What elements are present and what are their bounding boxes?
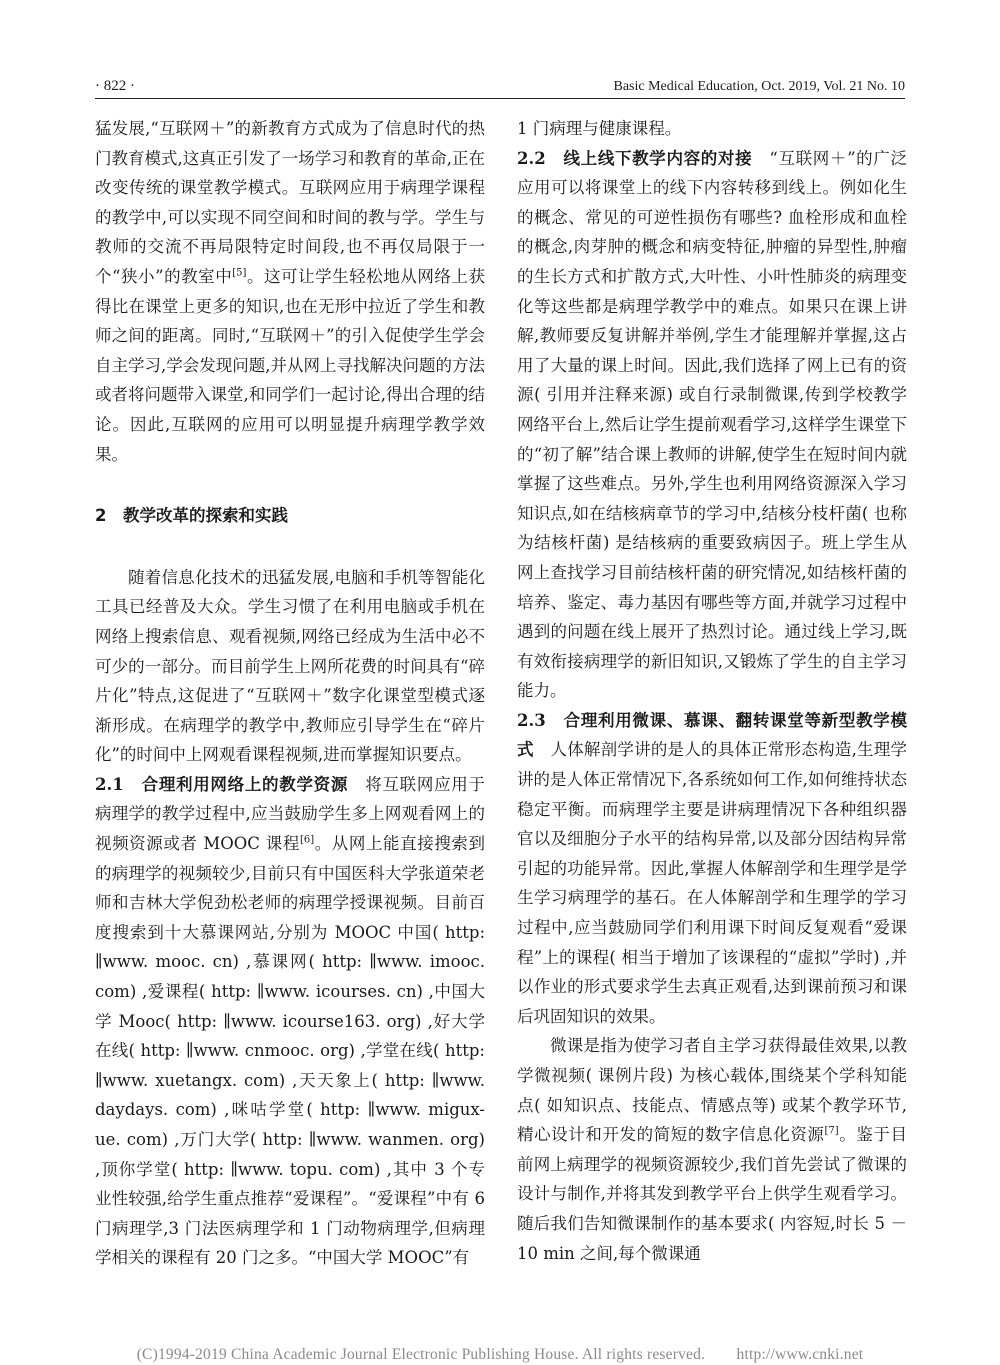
paragraph-section-2-intro: 随着信息化技术的迅猛发展,电脑和手机等智能化工具已经普及大众。学生习惯了在利用电脑或手机在网络上搜索信息、观看视频,网络已经成为生活中必不可少的一部分。而目前学生上网所花费的时间具有“碎片化”特点,这促进了“互联网＋”数字化课堂型模式逐渐形成。在病理学的教学中,教师应引导学生在“碎片化”的时间中上网观看课程视频,进而掌握知识要点。 — [95, 567, 485, 765]
citation-ref-7[interactable]: [7] — [824, 1125, 839, 1137]
left-column — [95, 114, 485, 1273]
page-number: · 822 · — [95, 78, 135, 94]
subsection-2-2: 2.2 线上线下教学内容的对接 “互联网＋”的广泛应用可以将课堂上的线下内容转移到线上。例如化生的概念、常见的可逆性损伤有哪些? 血栓形成和血栓的概念,肉芽肿的概念和病变特征,肿瘤的异型性,肿瘤的生长方式和扩散方式,大叶性、小叶性肺炎的病理变化等这些都是病理学教学中的难点。如果只在课上讲解,教师要反复讲解并举例,学生才能理解并掌握,这占用了大量的课上时间。因此,我们选择了网上已有的资源( 引用并注释来源) 或自行录制微课,传到学校教学网络平台上,然后让学生提前观看学习,这样学生课堂下的“初了解”结合课上教师的讲解,使学生在短时间内就掌握了这些难点。另外,学生也利用网络资源深入学习知识点,如在结核病章节的学习中,结核分枝杆菌( 也称为结核杆菌) 是结核病的重要致病因子。班上学生从网上查找学习目前结核杆菌的研究情况,如结核杆菌的培养、鉴定、毒力基因有哪些等方面,并就学习过程中遇到的问题在线上展开了热烈讨论。通过线上学习,既有效衔接病理学的新旧知识,又锻炼了学生的自主学习能力。 — [517, 148, 907, 701]
subsection-2-3: 2.3 合理利用微课、慕课、翻转课堂等新型教学模式 人体解剖学讲的是人的具体正常形态构造,生理学讲的是人体正常情况下,各系统如何工作,如何维持状态稳定平衡。而病理学主要是讲病理情况下各种组织器官以及细胞分子水平的结构异常,以及部分因结构异常引起的功能异常。因此,掌握人体解剖学和生理学是学生学习病理学的基石。在人体解剖学和生理学的学习过程中,应当鼓励同学们利用课下时间反复观看“爱课程”上的课程( 相当于增加了该课程的“虚拟”学时) ,并以作业的形式要求学生去真正观看,达到课前预习和课后巩固知识的效果。 — [517, 710, 908, 1026]
paragraph-right-start: 1 门病理与健康课程。 — [517, 119, 682, 138]
subsection-2-3-title: 2.3 合理利用微课、慕课、翻转课堂等新型教学模式 — [517, 710, 907, 760]
paragraph-intro-continued: 猛发展,“互联网＋”的新教育方式成为了信息时代的热门教育模式,这真正引发了一场学习和教育的革命,正在改变传统的课堂教学模式。互联网应用于病理学课程的教学中,可以实现不同空间和时间的教与学。学生与教师的交流不再局限特定时间段,也不再仅局限于一个“狭小”的教室中[5]。这可让学生轻松地从网络上获得比在课堂上更多的知识,也在无形中拉近了学生和教师之间的距离。同时,“互联网＋”的引入促使学生学会自主学习,学会发现问题,并从网上寻找解决问题的方法或者将问题带入课堂,和同学们一起讨论,得出合理的结论。因此,互联网的应用可以明显提升病理学教学效果。 — [95, 119, 486, 464]
subsection-2-2-title: 2.2 线上线下教学内容的对接 — [517, 148, 753, 168]
running-header — [95, 78, 905, 99]
section-heading-2: 2 教学改革的探索和实践 — [95, 506, 288, 526]
right-column — [517, 114, 907, 1268]
citation-ref-6[interactable]: [6] — [299, 834, 315, 846]
copyright-footer: (C)1994-2019 China Academic Journal Electronic Publishing House. All rights reserved. http://www.cnki.net — [136, 1346, 864, 1363]
subsection-2-1: 2.1 合理利用网络上的教学资源 将互联网应用于病理学的教学过程中,应当鼓励学生多上网观看网上的视频资源或者 MOOC 课程[6]。从网上能直接搜索到的病理学的视频较少,目前只有中国医科大学张道荣老师和吉林大学倪劲松老师的病理学授课视频。目前百度搜索到十大慕课网站,分别为 MOOC 中国( http: ∥www. mooc. cn) ,慕课网( http: ∥www. imooc. com) ,爱课程( http: ∥www. icourses. cn) ,中国大学 Mooc( http: ∥www. icourse163. org) ,好大学在线( http: ∥www. cnmooc. org) ,学堂在线( http: ∥www. xuetangx. com) ,天天象上( http: ∥www. daydays. com) ,咪咕学堂( http: ∥www. migux-ue. com) ,万门大学( http: ∥www. wanmen. org) ,顶你学堂( http: ∥www. topu. com) ,其中 3 个专业性较强,给学生重点推荐“爱课程”。“爱课程”中有 6 门病理学,3 门法医病理学和 1 门动物病理学,但病理学相关的课程有 20 门之多。“中国大学 MOOC”有 — [95, 774, 486, 1268]
subsection-2-1-title: 2.1 合理利用网络上的教学资源 — [95, 774, 349, 794]
journal-citation: Basic Medical Education, Oct. 2019, Vol. 21 No. 10 — [613, 79, 905, 94]
paragraph-microlecture: 微课是指为使学习者自主学习获得最佳效果,以教学微视频( 课例片段) 为核心载体,围绕某个学科知能点( 如知识点、技能点、情感点等) 或某个教学环节,精心设计和开发的简短的数字信息化资源[7]。鉴于目前网上病理学的视频资源较少,我们首先尝试了微课的设计与制作,并将其发到教学平台上供学生观看学习。随后我们告知微课制作的基本要求( 内容短,时长 5 －10 min 之间,每个微课通 — [517, 1036, 908, 1263]
citation-ref-5[interactable]: [5] — [232, 267, 247, 279]
